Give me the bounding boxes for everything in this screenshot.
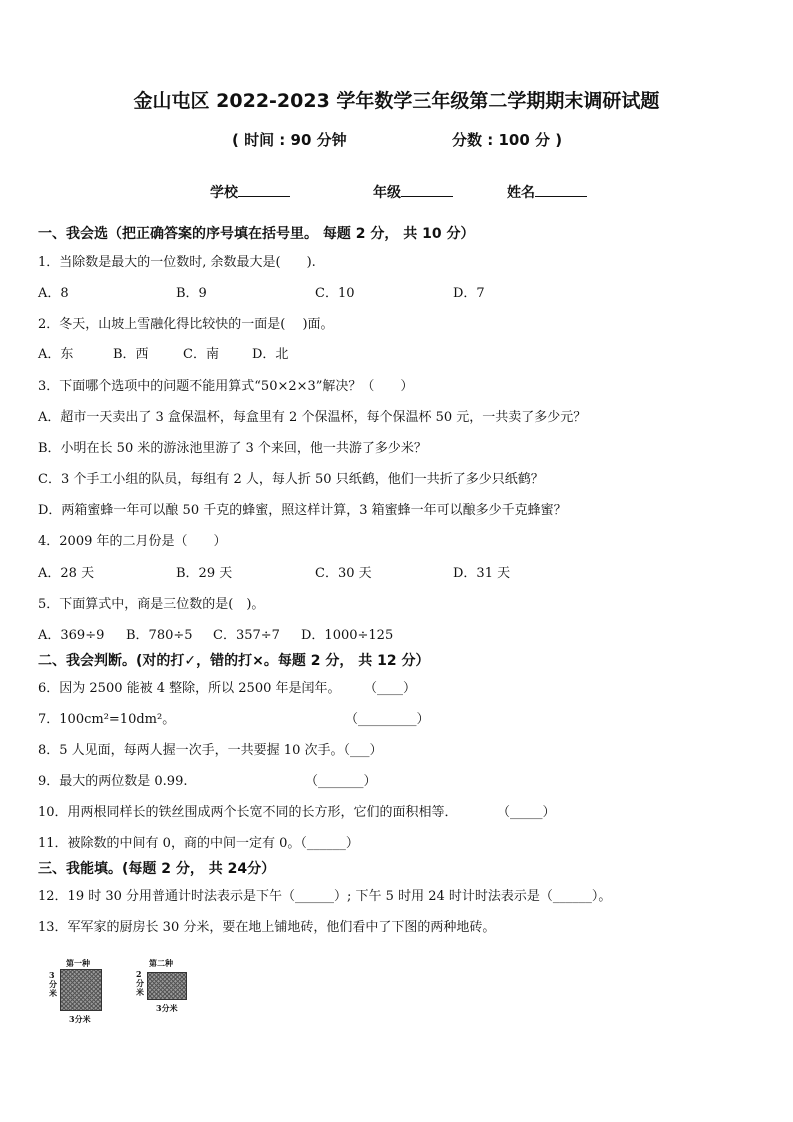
q10-answer-blank[interactable]: （_____）	[497, 805, 556, 820]
name-blank[interactable]	[535, 182, 587, 197]
page-title: 金山屯区 2022-2023 学年数学三年级第二学期期末调研试题	[133, 90, 660, 112]
question-13: 13．军军家的厨房长 30 分米，要在地上铺地砖，他们看中了下图的两种地砖。	[38, 920, 496, 935]
q4-option-b[interactable]: B．29 天	[176, 566, 233, 581]
tile1-bottom-label: 3分米	[69, 1014, 91, 1024]
tile1-title: 第一种	[66, 958, 90, 968]
q7-answer-blank[interactable]: （_________）	[345, 712, 430, 727]
q5-option-d[interactable]: D．1000÷125	[301, 628, 394, 643]
name-label: 姓名	[507, 185, 535, 201]
q4-option-c[interactable]: C．30 天	[315, 566, 372, 581]
question-9: 9．最大的两位数是 0.99.	[38, 774, 188, 789]
question-1: 1．当除数是最大的一位数时, 余数最大是( ).	[38, 255, 316, 270]
question-10: 10．用两根同样长的铁丝围成两个长宽不同的长方形，它们的面积相等．	[38, 805, 458, 820]
q1-option-a[interactable]: A．8	[38, 286, 69, 301]
school-field	[210, 182, 290, 202]
question-4: 4．2009 年的二月份是（ ）	[38, 534, 227, 549]
grade-label: 年级	[373, 185, 401, 201]
q3-option-a[interactable]: A．超市一天卖出了 3 盒保温杯，每盒里有 2 个保温杯，每个保温杯 50 元，一共卖了多少元？	[38, 410, 587, 425]
q6-answer-blank[interactable]: （____）	[364, 681, 417, 696]
question-3: 3．下面哪个选项中的问题不能用算式“50×2×3”解决？（ ）	[38, 379, 414, 394]
tile2-title: 第二种	[149, 958, 173, 968]
q3-option-d[interactable]: D．两箱蜜蜂一年可以酿 50 千克的蜂蜜，照这样计算，3 箱蜜蜂一年可以酿多少千克蜂蜜？	[38, 503, 567, 518]
tile2-bottom-label: 3分米	[156, 1003, 178, 1013]
section1-heading: 一、我会选（把正确答案的序号填在括号里。 每题 2 分， 共 10 分）	[38, 226, 475, 242]
question-11: 11．被除数的中间有 0，商的中间一定有 0。（______）	[38, 836, 359, 851]
section2-heading: 二、我会判断。(对的打✓，错的打×。每题 2 分， 共 12 分）	[38, 653, 430, 669]
school-blank[interactable]	[238, 182, 290, 197]
tile1-square	[60, 969, 102, 1011]
grade-blank[interactable]	[401, 182, 453, 197]
grade-field	[373, 182, 453, 202]
q5-option-b[interactable]: B．780÷5	[126, 628, 193, 643]
question-7: 7．100cm²=10dm²。	[38, 712, 176, 727]
q2-option-b[interactable]: B．西	[113, 347, 149, 362]
q2-option-a[interactable]: A．东	[38, 347, 74, 362]
q2-option-d[interactable]: D．北	[252, 347, 289, 362]
name-field	[507, 182, 587, 202]
q5-option-a[interactable]: A．369÷9	[38, 628, 105, 643]
question-2: 2．冬天，山坡上雪融化得比较快的一面是( )面。	[38, 317, 334, 332]
q1-option-d[interactable]: D．7	[453, 286, 485, 301]
tile1-side-label: 3分米	[49, 970, 57, 998]
question-6: 6．因为 2500 能被 4 整除，所以 2500 年是闰年。	[38, 681, 341, 696]
question-8: 8．5 人见面，每两人握一次手，一共要握 10 次手。（___）	[38, 743, 383, 758]
q2-option-c[interactable]: C．南	[183, 347, 219, 362]
q1-option-c[interactable]: C．10	[315, 286, 355, 301]
q4-option-d[interactable]: D．31 天	[453, 566, 511, 581]
tile2-rectangle	[147, 972, 187, 1000]
q3-option-b[interactable]: B．小明在长 50 米的游泳池里游了 3 个来回，他一共游了多少米？	[38, 441, 427, 456]
q9-answer-blank[interactable]: （_______）	[305, 774, 377, 789]
exam-time: ( 时间 : 90 分钟	[232, 131, 347, 149]
q4-option-a[interactable]: A．28 天	[38, 566, 95, 581]
question-12: 12．19 时 30 分用普通计时法表示是下午（______）; 下午 5 时用 24 时计时法表示是（______）。	[38, 889, 612, 904]
exam-score: 分数 : 100 分 )	[452, 131, 563, 149]
tile2-side-label: 2分米	[136, 969, 144, 997]
q1-option-b[interactable]: B．9	[176, 286, 207, 301]
q3-option-c[interactable]: C．3 个手工小组的队员，每组有 2 人，每人折 50 只纸鹤，他们一共折了多少只纸鹤？	[38, 472, 544, 487]
q5-option-c[interactable]: C．357÷7	[213, 628, 280, 643]
question-5: 5．下面算式中，商是三位数的是( )。	[38, 597, 265, 612]
school-label: 学校	[210, 185, 238, 201]
section3-heading: 三、我能填。(每题 2 分， 共 24分）	[38, 861, 276, 877]
